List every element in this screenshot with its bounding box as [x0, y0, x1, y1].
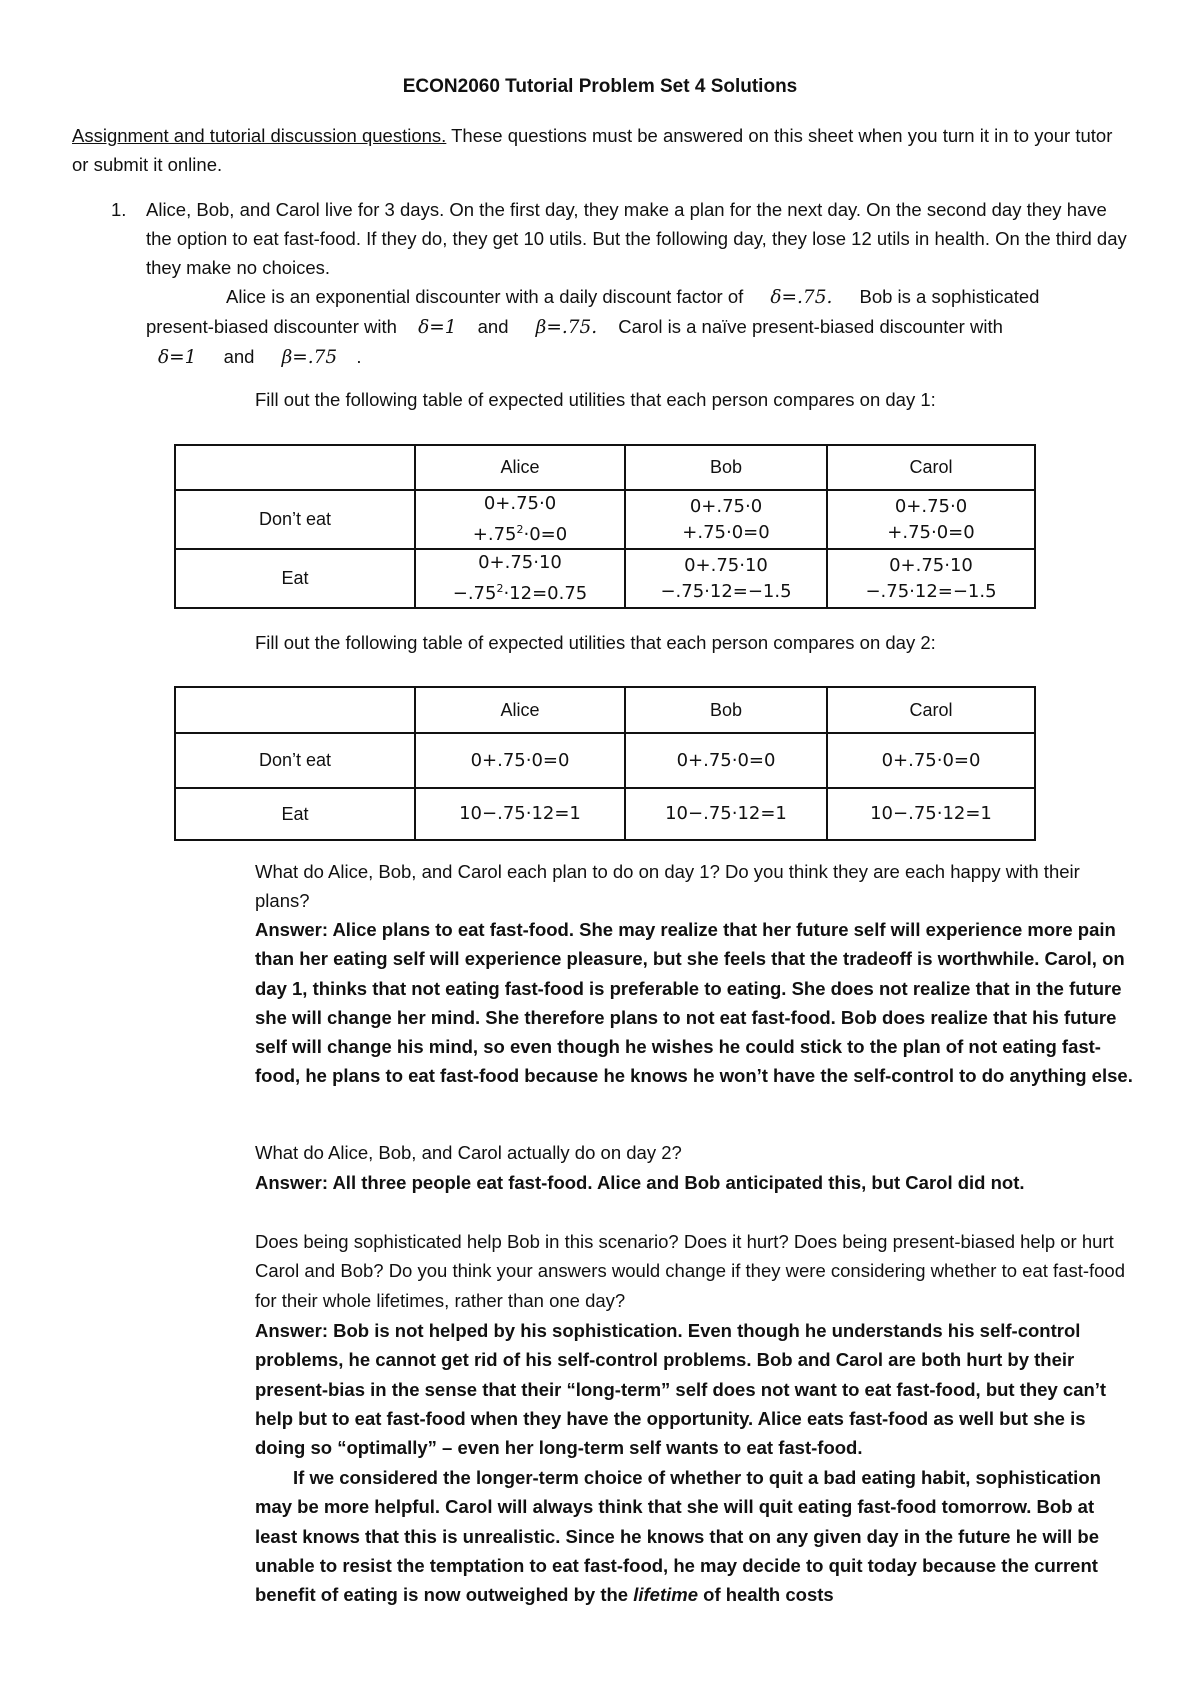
- answer-plans: Answer: Alice plans to eat fast-food. She may realize that her future self will experience more pain than her eating self will experience pleasure, but she feels that the tradeoff is worthwhile. Carol, on day 1, thinks that not eating fast-food is preferable to eating. She does not realize that in the future she will change her mind. She therefore plans to not eat fast-food. Bob does realize that his future self will change his mind, so even though he wishes he could stick to the plan of not eating fast-food, he plans to eat fast-food because he knows he won’t have the self-control to do anything else.: [255, 919, 1133, 1087]
- carol-line1: 0+.75⋅0: [894, 495, 968, 517]
- intro-text: These questions must be answered on this sheet when you turn it in to your tutor or submit it online.: [72, 125, 1113, 175]
- alice-dont-eat-cell: 0+.75⋅0=0: [415, 733, 625, 788]
- carol-dont-eat-cell: [827, 490, 1035, 549]
- answer-day2: Answer: All three people eat fast-food. Alice and Bob anticipated this, but Carol did not.: [255, 1172, 1025, 1193]
- question-plans: What do Alice, Bob, and Carol each plan to do on day 1? Do you think they are each happy with their plans?: [255, 861, 1080, 912]
- bob-description-2: present-biased discounter with: [146, 316, 397, 337]
- bob-delta: δ=1: [418, 317, 457, 338]
- carol-eat-cell: 10−.75⋅12=1: [827, 788, 1035, 840]
- row-label: Eat: [175, 549, 415, 608]
- alice-eat-cell: [415, 549, 625, 608]
- alice-exponent: 2: [496, 582, 504, 595]
- bob-description-line: [146, 312, 1003, 342]
- table-row-eat: [175, 788, 1035, 840]
- bob-line1: 0+.75⋅0: [689, 495, 763, 517]
- carol-description: Carol is a naïve present-biased discounter with: [618, 316, 1003, 337]
- row-label: Don’t eat: [175, 490, 415, 549]
- alice-eat-cell: 10−.75⋅12=1: [415, 788, 625, 840]
- bob-description: Bob is a sophisticated: [859, 286, 1040, 307]
- bob-dont-eat-cell: 0+.75⋅0=0: [625, 733, 827, 788]
- bob-dont-eat-cell: [625, 490, 827, 549]
- alice-line1: 0+.75⋅10: [478, 552, 562, 573]
- header-bob: Bob: [625, 445, 827, 490]
- alice-delta: δ=.75.: [770, 287, 833, 308]
- carol-line1: 0+.75⋅10: [889, 554, 973, 576]
- day2-utility-table: [174, 686, 1036, 841]
- carol-delta: δ=1: [158, 347, 197, 368]
- header-empty: [175, 687, 415, 733]
- carol-params-line: [158, 342, 361, 372]
- table2-prompt: Fill out the following table of expected utilities that each person compares on day 2:: [255, 632, 936, 653]
- carol-eat-cell: [827, 549, 1035, 608]
- table1-prompt: Fill out the following table of expected utilities that each person compares on day 1:: [255, 389, 936, 410]
- alice-rest: ⋅12=0.75: [503, 583, 588, 604]
- period: .: [356, 346, 362, 367]
- bob-beta: β=.75.: [535, 317, 598, 338]
- question-number: 1.: [111, 199, 127, 220]
- question-1-text: Alice, Bob, and Carol live for 3 days. On the first day, they make a plan for the next day. On the second day they have the option to eat fast-food. If they do, they get 10 utils. But the following day, they lose 12 utils in health. On the third day they make no choices.: [146, 199, 1127, 278]
- bob-eat-cell: 10−.75⋅12=1: [625, 788, 827, 840]
- bob-eat-cell: [625, 549, 827, 608]
- table-header-row: [175, 687, 1035, 733]
- table-row-eat: [175, 549, 1035, 608]
- bob-line1: 0+.75⋅10: [684, 554, 768, 576]
- question-day2: What do Alice, Bob, and Carol actually do on day 2?: [255, 1142, 682, 1163]
- carol-line2: −.75⋅12=−1.5: [865, 580, 997, 602]
- carol-line2: +.75⋅0=0: [887, 521, 975, 543]
- answer-sophistication: Answer: Bob is not helped by his sophistication. Even though he understands his self-control problems, he cannot get rid of his self-control problems. Bob and Carol are both hurt by their present-bias in the sense that their “long-term” self does not want to eat fast-food, but they can’t help but to eat fast-food when they have the opportunity. Alice eats fast-food as well but she is doing so “optimally” – even her long-term self wants to eat fast-food.: [255, 1320, 1107, 1459]
- alice-rest: ⋅0=0: [523, 524, 568, 545]
- alice-base: +.75: [472, 524, 517, 545]
- alice-line2: [416, 576, 624, 607]
- alice-description-line: [226, 282, 1039, 312]
- bob-line2: −.75⋅12=−1.5: [660, 580, 792, 602]
- answer-sophistication-2: [255, 1463, 1135, 1609]
- alice-line1: 0+.75⋅0: [483, 493, 557, 514]
- page-title: ECON2060 Tutorial Problem Set 4 Solutions: [402, 76, 798, 97]
- header-carol: Carol: [827, 687, 1035, 733]
- alice-exponent: 2: [516, 523, 524, 536]
- question-sophistication: Does being sophisticated help Bob in this scenario? Does it hurt? Does being present-biased help or hurt Carol and Bob? Do you think your answers would change if they were considering whether to eat fast-food for their whole lifetimes, rather than one day?: [255, 1231, 1125, 1311]
- alice-line2: [416, 517, 624, 548]
- alice-description: Alice is an exponential discounter with a daily discount factor of: [226, 286, 744, 307]
- and-word: and: [477, 316, 509, 337]
- header-empty: [175, 445, 415, 490]
- table-row-dont-eat: [175, 490, 1035, 549]
- header-bob: Bob: [625, 687, 827, 733]
- bob-line2: +.75⋅0=0: [682, 521, 770, 543]
- carol-dont-eat-cell: 0+.75⋅0=0: [827, 733, 1035, 788]
- alice-base: −.75: [452, 583, 497, 604]
- header-alice: Alice: [415, 687, 625, 733]
- day1-utility-table: [174, 444, 1036, 609]
- table-header-row: [175, 445, 1035, 490]
- table-row-dont-eat: [175, 733, 1035, 788]
- row-label: Eat: [175, 788, 415, 840]
- row-label: Don’t eat: [175, 733, 415, 788]
- carol-beta: β=.75: [281, 347, 338, 368]
- alice-dont-eat-cell: [415, 490, 625, 549]
- answer2-tail: of health costs: [698, 1584, 834, 1606]
- header-carol: Carol: [827, 445, 1035, 490]
- intro-paragraph: [72, 121, 1132, 179]
- header-alice: Alice: [415, 445, 625, 490]
- answer2-text: If we considered the longer-term choice of whether to quit a bad eating habit, sophistication may be more helpful. Carol will always think that she will quit eating fast-food tomorrow. Bob at least knows that this is unrealistic. Since he knows that on any given day in the future he will be unable to resist the temptation to eat fast-food, he may decide to quit today because the current benefit of eating is now outweighed by the: [255, 1467, 1101, 1606]
- intro-heading: Assignment and tutorial discussion questions.: [72, 125, 447, 146]
- and-word-2: and: [223, 346, 255, 367]
- answer2-emphasis: lifetime: [633, 1584, 699, 1606]
